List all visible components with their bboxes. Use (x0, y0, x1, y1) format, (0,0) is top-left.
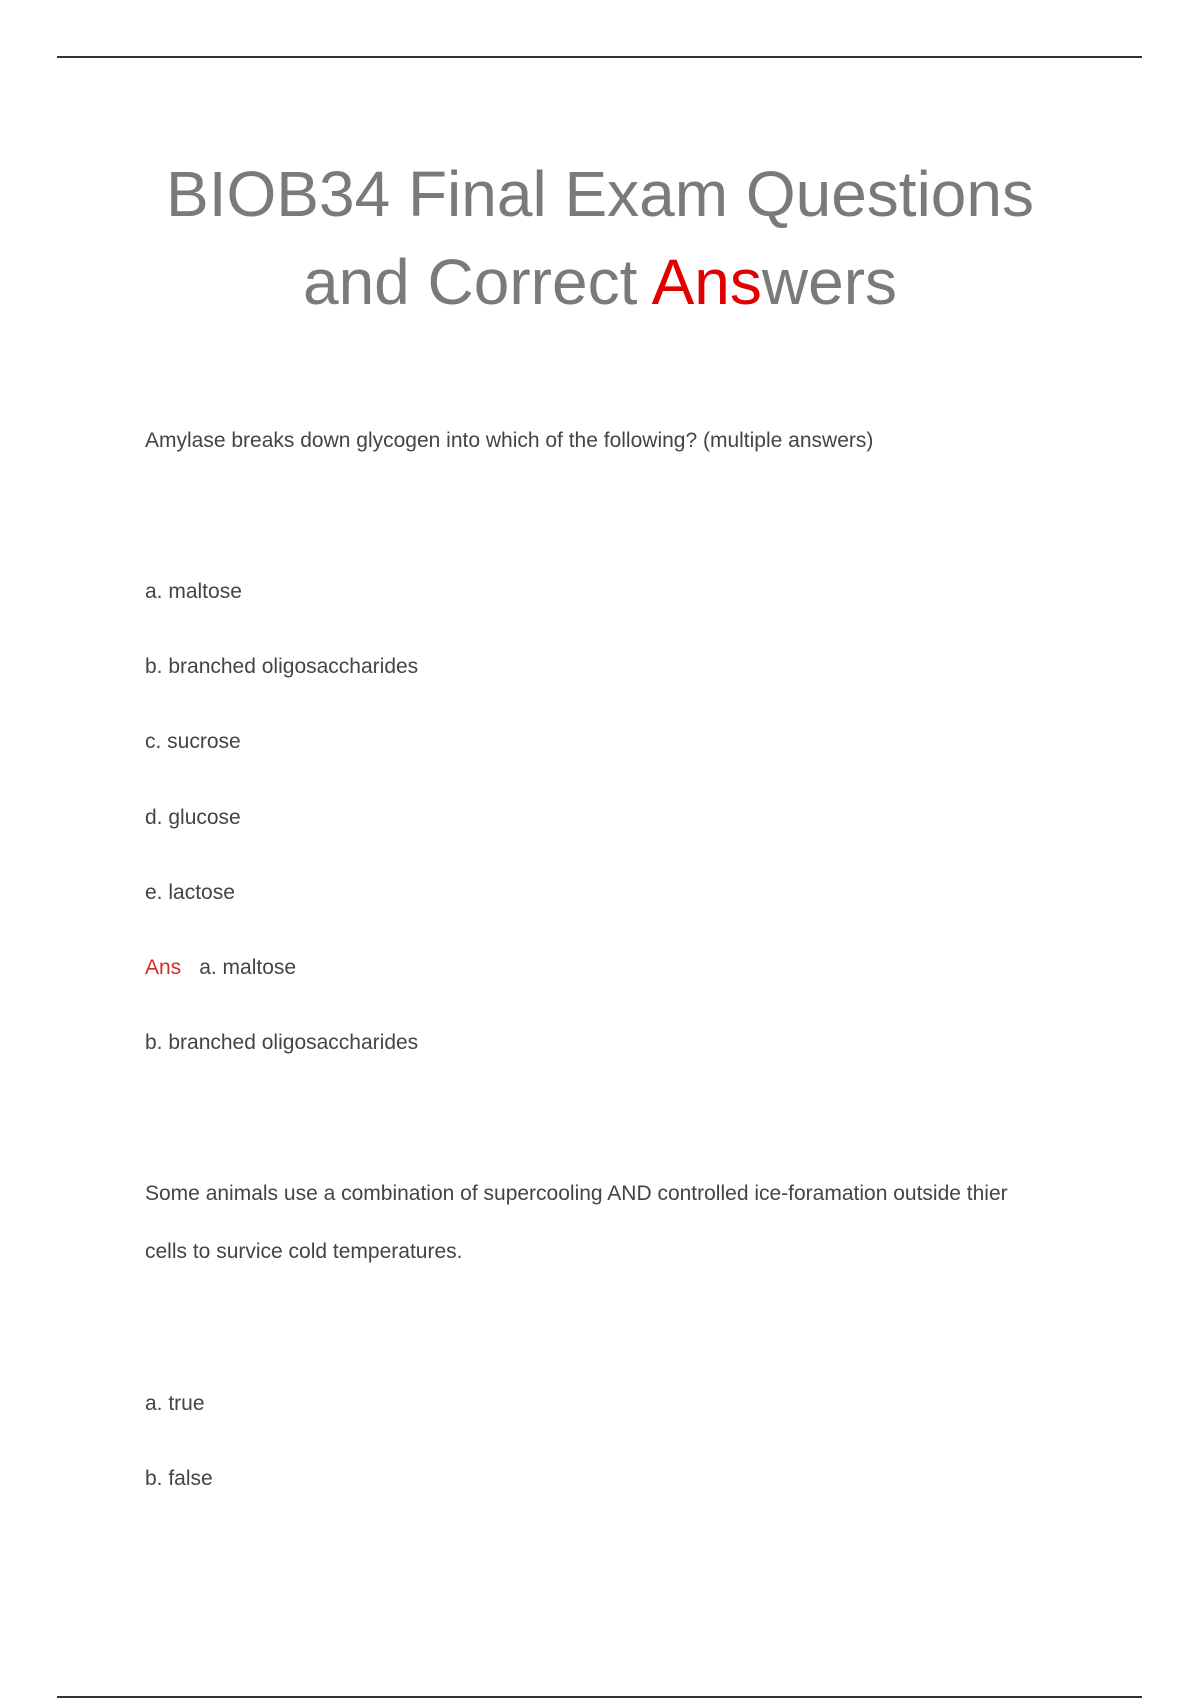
q2-option-b: b. false (145, 1467, 213, 1490)
document-title (0, 150, 1200, 326)
q1-option-b: b. branched oligosaccharides (145, 655, 419, 678)
title-line-2-accent: Ans (651, 246, 762, 318)
q1-answer-1: a. maltose (199, 956, 297, 979)
bottom-rule (57, 1696, 1142, 1698)
title-line-1: BIOB34 Final Exam Questions (166, 158, 1034, 230)
q1-option-e: e. lactose (145, 881, 235, 904)
q1-option-c: c. sucrose (145, 730, 241, 753)
q1-answer-line-2: b. branched oligosaccharides (145, 1031, 419, 1054)
q1-answer-line-1 (145, 954, 296, 982)
q1-option-a: a. maltose (145, 580, 242, 603)
q2-option-a: a. true (145, 1392, 205, 1415)
question-2-text-line-1: Some animals use a combination of supercooling AND controlled ice-foramation outside thier (145, 1182, 1008, 1205)
title-line-2-suffix: wers (761, 246, 898, 318)
title-line-2-prefix: and Correct (302, 246, 652, 318)
question-1-text: Amylase breaks down glycogen into which of the following? (multiple answers) (145, 429, 874, 452)
question-2-text-line-2: cells to survice cold temperatures. (145, 1240, 463, 1263)
top-rule (57, 56, 1142, 58)
answer-label: Ans (145, 956, 182, 979)
q1-option-d: d. glucose (145, 806, 241, 829)
